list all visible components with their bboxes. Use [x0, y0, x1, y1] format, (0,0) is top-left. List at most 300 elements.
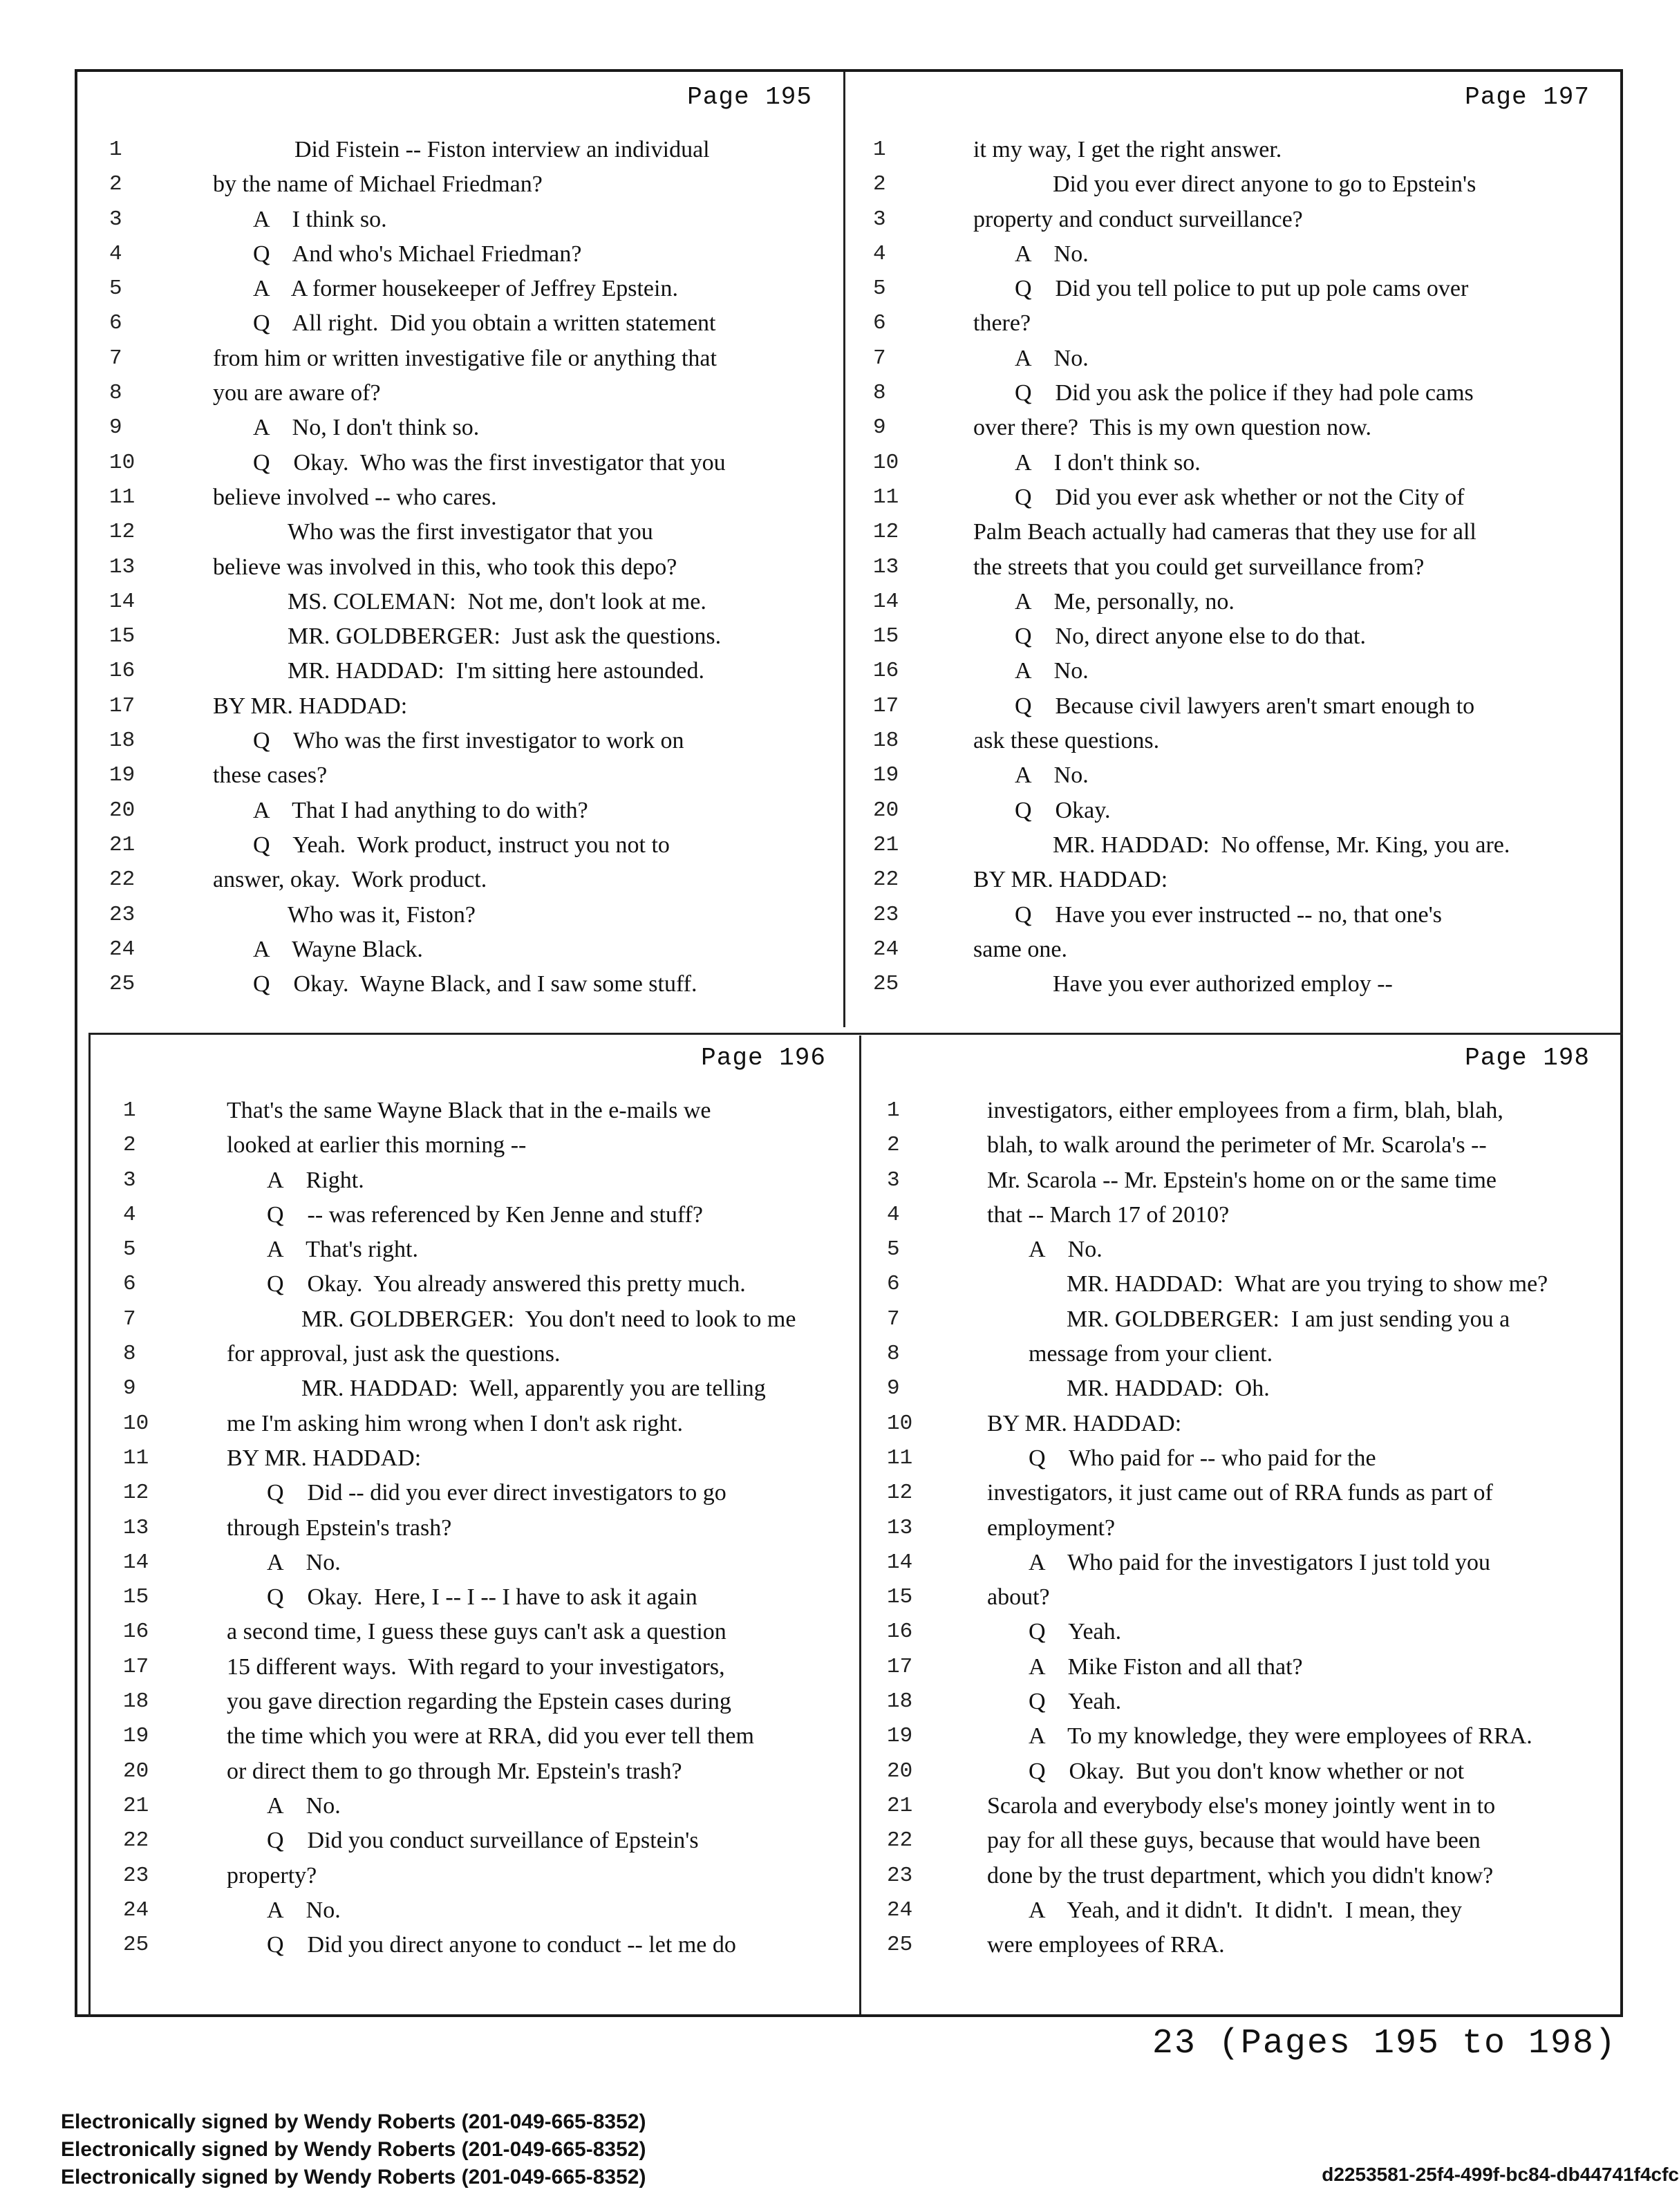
- line-number: 14: [109, 589, 135, 614]
- line-number: 2: [109, 172, 122, 197]
- line-text: Q Yeah. Work product, instruct you not to: [253, 832, 670, 858]
- line-number: 22: [109, 868, 135, 892]
- line-number: 18: [873, 729, 899, 753]
- transcript-lines: [845, 133, 1623, 1002]
- transcript-line: [88, 1511, 859, 1546]
- transcript-line: [845, 619, 1623, 654]
- line-number: 10: [887, 1411, 913, 1436]
- line-number: 20: [109, 798, 135, 823]
- transcript-line: [88, 1824, 859, 1858]
- line-text: BY MR. HADDAD:: [213, 693, 408, 719]
- line-number: 7: [109, 346, 122, 371]
- line-number: 17: [123, 1654, 149, 1679]
- line-number: 19: [123, 1724, 149, 1749]
- line-text: A No.: [1015, 241, 1089, 267]
- transcript-line: [845, 203, 1623, 237]
- line-number: 21: [873, 832, 899, 857]
- line-text: A A former housekeeper of Jeffrey Epstein.: [253, 276, 678, 302]
- line-text: Palm Beach actually had cameras that they use for all: [973, 519, 1476, 545]
- transcript-line: [845, 237, 1623, 272]
- transcript-line: [75, 446, 845, 480]
- line-number: 8: [887, 1342, 900, 1367]
- transcript-line: [88, 1719, 859, 1754]
- transcript-line: [88, 1267, 859, 1302]
- line-number: 24: [887, 1897, 913, 1922]
- transcript-line: [859, 1685, 1623, 1719]
- transcript-line: [88, 1198, 859, 1232]
- line-number: 13: [123, 1515, 149, 1540]
- page-header: Page 195: [687, 83, 812, 111]
- line-text: Have you ever authorized employ --: [1053, 971, 1393, 997]
- line-number: 21: [123, 1793, 149, 1818]
- line-text: Q Okay. Here, I -- I -- I have to ask it again: [267, 1584, 697, 1611]
- transcript-line: [88, 1789, 859, 1824]
- transcript-line: [845, 967, 1623, 1002]
- line-number: 6: [887, 1272, 900, 1297]
- transcript-line: [859, 1302, 1623, 1337]
- line-number: 24: [123, 1897, 149, 1922]
- line-text: ask these questions.: [973, 728, 1160, 754]
- transcript-line: [75, 794, 845, 828]
- line-number: 3: [873, 207, 886, 232]
- transcript-line: [859, 1407, 1623, 1441]
- line-number: 8: [873, 381, 886, 406]
- transcript-lines: [88, 1094, 859, 1962]
- line-number: 23: [887, 1863, 913, 1888]
- line-text: for approval, just ask the questions.: [227, 1341, 561, 1367]
- line-number: 9: [123, 1376, 136, 1401]
- transcript-line: [859, 1650, 1623, 1685]
- transcript-line: [845, 480, 1623, 515]
- transcript-line: [75, 932, 845, 967]
- line-number: 25: [887, 1933, 913, 1958]
- line-text: A No.: [1029, 1237, 1103, 1263]
- transcript-line: [75, 167, 845, 202]
- line-number: 11: [109, 485, 135, 509]
- transcript-line: [859, 1928, 1623, 1962]
- line-text: MR. HADDAD: What are you trying to show me?: [1067, 1271, 1548, 1297]
- line-text: A No.: [1015, 762, 1089, 789]
- page-195-panel: [75, 69, 845, 1030]
- line-text: A Me, personally, no.: [1015, 588, 1235, 615]
- line-number: 17: [109, 693, 135, 718]
- transcript-line: [845, 306, 1623, 341]
- transcript-line: [88, 1859, 859, 1893]
- page-header: Page 197: [1465, 83, 1590, 111]
- line-number: 12: [873, 520, 899, 545]
- transcript-line: [845, 133, 1623, 167]
- transcript-line: [845, 828, 1623, 863]
- line-number: 22: [887, 1828, 913, 1853]
- line-text: Q Yeah.: [1029, 1689, 1122, 1715]
- line-number: 13: [887, 1515, 913, 1540]
- page-range-summary: 23 (Pages 195 to 198): [1152, 2024, 1617, 2063]
- line-text: investigators, it just came out of RRA funds as part of: [987, 1480, 1493, 1506]
- line-text: pay for all these guys, because that would have been: [987, 1828, 1481, 1854]
- line-text: BY MR. HADDAD:: [987, 1410, 1182, 1436]
- transcript-line: [75, 237, 845, 272]
- line-text: A No.: [1015, 345, 1089, 371]
- line-number: 7: [123, 1306, 136, 1331]
- line-text: A That I had anything to do with?: [253, 797, 588, 823]
- line-text: MR. GOLDBERGER: You don't need to look to me: [301, 1306, 796, 1332]
- line-number: 8: [123, 1342, 136, 1367]
- line-text: message from your client.: [1029, 1341, 1273, 1367]
- transcript-line: [845, 758, 1623, 793]
- line-number: 15: [873, 624, 899, 649]
- line-text: these cases?: [213, 762, 328, 789]
- line-text: Q Because civil lawyers aren't smart enough to: [1015, 693, 1475, 719]
- line-text: A I don't think so.: [1015, 449, 1201, 476]
- line-text: Q Did you ask the police if they had pole cams: [1015, 380, 1474, 406]
- transcript-line: [88, 1650, 859, 1685]
- line-text: Mr. Scarola -- Mr. Epstein's home on or the same time: [987, 1167, 1497, 1193]
- line-text: A Wayne Black.: [253, 936, 423, 962]
- transcript-line: [859, 1337, 1623, 1371]
- transcript-line: [845, 341, 1623, 376]
- line-number: 20: [873, 798, 899, 823]
- line-text: Q No, direct anyone else to do that.: [1015, 624, 1366, 650]
- transcript-line: [75, 411, 845, 445]
- transcript-line: [88, 1163, 859, 1198]
- transcript-line: [859, 1893, 1623, 1928]
- line-text: Q Did you direct anyone to conduct -- let me do: [267, 1932, 736, 1958]
- line-number: 2: [873, 172, 886, 197]
- line-number: 22: [873, 868, 899, 892]
- transcript-line: [859, 1198, 1623, 1232]
- line-text: A No.: [267, 1897, 341, 1923]
- transcript-line: [75, 689, 845, 724]
- transcript-line: [88, 1476, 859, 1510]
- line-number: 4: [123, 1202, 136, 1227]
- line-number: 10: [109, 450, 135, 475]
- line-number: 19: [887, 1724, 913, 1749]
- line-text: A No.: [267, 1549, 341, 1575]
- line-number: 5: [109, 276, 122, 301]
- transcript-line: [88, 1407, 859, 1441]
- line-number: 1: [887, 1098, 900, 1123]
- transcript-line: [75, 619, 845, 654]
- transcript-line: [88, 1302, 859, 1337]
- line-number: 6: [123, 1272, 136, 1297]
- transcript-line: [859, 1859, 1623, 1893]
- transcript-line: [845, 550, 1623, 585]
- transcript-line: [88, 1128, 859, 1163]
- line-text: Q Yeah.: [1029, 1619, 1122, 1645]
- transcript-line: [859, 1371, 1623, 1406]
- transcript-line: [845, 654, 1623, 688]
- transcript-line: [88, 1685, 859, 1719]
- transcript-line: [859, 1754, 1623, 1789]
- line-text: A To my knowledge, they were employees of RRA.: [1029, 1723, 1532, 1750]
- transcript-line: [75, 863, 845, 897]
- line-number: 14: [873, 589, 899, 614]
- line-number: 6: [109, 311, 122, 336]
- line-number: 9: [873, 415, 886, 440]
- line-text: Q Okay. But you don't know whether or not: [1029, 1758, 1465, 1784]
- line-text: 15 different ways. With regard to your investigators,: [227, 1653, 725, 1680]
- transcript-line: [88, 1615, 859, 1649]
- signature-block: [61, 2108, 646, 2191]
- transcript-line: [88, 1754, 859, 1789]
- transcript-line: [75, 272, 845, 306]
- line-number: 16: [123, 1620, 149, 1644]
- transcript-line: [845, 898, 1623, 932]
- line-number: 16: [873, 659, 899, 684]
- transcript-line: [75, 828, 845, 863]
- line-text: Q Have you ever instructed -- no, that one's: [1015, 901, 1442, 928]
- line-text: Scarola and everybody else's money jointly went in to: [987, 1792, 1496, 1819]
- transcript-line: [845, 272, 1623, 306]
- transcript-line: [88, 1893, 859, 1928]
- page-header: Page 196: [701, 1044, 826, 1072]
- line-number: 7: [887, 1306, 900, 1331]
- line-text: property?: [227, 1862, 317, 1888]
- transcript-line: [859, 1546, 1623, 1580]
- transcript-lines: [859, 1094, 1623, 1962]
- line-number: 13: [109, 554, 135, 579]
- transcript-line: [75, 585, 845, 619]
- line-number: 23: [109, 902, 135, 927]
- transcript-line: [88, 1928, 859, 1962]
- line-text: property and conduct surveillance?: [973, 206, 1303, 232]
- line-text: answer, okay. Work product.: [213, 867, 487, 893]
- transcript-line: [859, 1789, 1623, 1824]
- line-number: 9: [887, 1376, 900, 1401]
- transcript-line: [859, 1232, 1623, 1267]
- line-text: about?: [987, 1584, 1050, 1611]
- transcript-line: [845, 932, 1623, 967]
- line-text: Did Fistein -- Fiston interview an individual: [294, 137, 710, 162]
- transcript-line: [859, 1511, 1623, 1546]
- line-number: 25: [873, 972, 899, 997]
- transcript-line: [845, 724, 1623, 758]
- line-text: through Epstein's trash?: [227, 1515, 452, 1541]
- line-number: 12: [109, 520, 135, 545]
- line-text: MR. HADDAD: I'm sitting here astounded.: [288, 658, 704, 684]
- line-number: 4: [887, 1202, 900, 1227]
- line-number: 3: [887, 1168, 900, 1192]
- line-number: 14: [887, 1550, 913, 1575]
- line-text: Q And who's Michael Friedman?: [253, 241, 582, 267]
- line-text: A That's right.: [267, 1237, 418, 1263]
- transcript-line: [75, 480, 845, 515]
- line-text: you gave direction regarding the Epstein cases during: [227, 1689, 731, 1715]
- transcript-line: [75, 758, 845, 793]
- line-text: MR. GOLDBERGER: Just ask the questions.: [288, 624, 722, 650]
- transcript-line: [88, 1337, 859, 1371]
- line-number: 2: [123, 1133, 136, 1158]
- line-text: done by the trust department, which you didn't know?: [987, 1862, 1494, 1888]
- line-number: 5: [123, 1237, 136, 1262]
- line-text: Q Did you conduct surveillance of Epstein's: [267, 1828, 699, 1854]
- line-text: Q All right. Did you obtain a written statement: [253, 310, 716, 337]
- line-text: it my way, I get the right answer.: [973, 137, 1282, 162]
- transcript-line: [845, 446, 1623, 480]
- line-text: Q Did you tell police to put up pole cams over: [1015, 276, 1469, 302]
- line-text: believe was involved in this, who took this depo?: [213, 554, 677, 580]
- line-text: Who was the first investigator that you: [288, 519, 653, 545]
- line-text: looked at earlier this morning --: [227, 1132, 527, 1159]
- line-text: Q Okay. Who was the first investigator that you: [253, 449, 726, 476]
- transcript-line: [859, 1441, 1623, 1476]
- transcript-line: [859, 1615, 1623, 1649]
- line-text: Q Okay.: [1015, 797, 1111, 823]
- line-number: 24: [873, 937, 899, 962]
- line-text: that -- March 17 of 2010?: [987, 1201, 1230, 1228]
- line-number: 18: [109, 729, 135, 753]
- line-text: A Mike Fiston and all that?: [1029, 1653, 1303, 1680]
- transcript-line: [75, 203, 845, 237]
- line-number: 14: [123, 1550, 149, 1575]
- transcript-line: [859, 1094, 1623, 1128]
- line-number: 11: [873, 485, 899, 509]
- transcript-line: [859, 1824, 1623, 1858]
- page-header: Page 198: [1465, 1044, 1590, 1072]
- transcript-line: [75, 341, 845, 376]
- line-text: the time which you were at RRA, did you ever tell them: [227, 1723, 754, 1750]
- transcript-line: [88, 1546, 859, 1580]
- line-number: 11: [887, 1445, 913, 1470]
- transcript-line: [845, 376, 1623, 411]
- transcript-line: [859, 1163, 1623, 1198]
- line-number: 21: [109, 832, 135, 857]
- line-text: by the name of Michael Friedman?: [213, 171, 543, 198]
- line-text: were employees of RRA.: [987, 1932, 1225, 1958]
- line-text: the streets that you could get surveillance from?: [973, 554, 1425, 580]
- transcript-line: [845, 585, 1623, 619]
- transcript-line: [75, 724, 845, 758]
- transcript-line: [75, 654, 845, 688]
- line-text: from him or written investigative file or anything that: [213, 345, 717, 371]
- line-number: 22: [123, 1828, 149, 1853]
- transcript-line: [859, 1580, 1623, 1615]
- line-number: 10: [873, 450, 899, 475]
- line-number: 2: [887, 1133, 900, 1158]
- line-text: Did you ever direct anyone to go to Epstein's: [1053, 171, 1476, 198]
- line-text: A Who paid for the investigators I just told you: [1029, 1549, 1490, 1575]
- line-number: 15: [887, 1585, 913, 1610]
- line-number: 19: [109, 763, 135, 788]
- line-number: 1: [123, 1098, 136, 1123]
- transcript-line: [88, 1441, 859, 1476]
- line-text: Q Who was the first investigator to work on: [253, 728, 684, 754]
- line-number: 24: [109, 937, 135, 962]
- line-number: 25: [123, 1933, 149, 1958]
- line-text: A No, I don't think so.: [253, 415, 480, 441]
- line-number: 4: [873, 241, 886, 266]
- line-number: 15: [109, 624, 135, 649]
- transcript-line: [88, 1371, 859, 1406]
- line-number: 11: [123, 1445, 149, 1470]
- line-text: MR. HADDAD: Well, apparently you are telling: [301, 1376, 766, 1402]
- transcript-line: [75, 376, 845, 411]
- line-number: 4: [109, 241, 122, 266]
- transcript-line: [845, 794, 1623, 828]
- line-text: Q Okay. Wayne Black, and I saw some stuff.: [253, 971, 697, 997]
- line-number: 16: [109, 659, 135, 684]
- line-text: BY MR. HADDAD:: [227, 1445, 422, 1471]
- line-text: Who was it, Fiston?: [288, 901, 476, 928]
- line-text: you are aware of?: [213, 380, 381, 406]
- transcript-line: [845, 689, 1623, 724]
- transcript-line: [859, 1128, 1623, 1163]
- page-197-panel: [845, 69, 1623, 1030]
- line-number: 10: [123, 1411, 149, 1436]
- transcript-line: [75, 306, 845, 341]
- line-number: 5: [873, 276, 886, 301]
- line-text: there?: [973, 310, 1031, 337]
- signature-line: Electronically signed by Wendy Roberts (201-049-665-8352): [61, 2166, 646, 2188]
- transcript-line: [75, 898, 845, 932]
- line-number: 17: [887, 1654, 913, 1679]
- line-number: 1: [109, 138, 122, 162]
- line-number: 6: [873, 311, 886, 336]
- line-text: or direct them to go through Mr. Epstein's trash?: [227, 1758, 682, 1784]
- line-number: 1: [873, 138, 886, 162]
- transcript-line: [845, 515, 1623, 550]
- line-text: Q Okay. You already answered this pretty much.: [267, 1271, 746, 1297]
- line-number: 23: [873, 902, 899, 927]
- page-198-panel: [859, 1030, 1623, 2012]
- transcript-line: [859, 1267, 1623, 1302]
- line-number: 20: [887, 1759, 913, 1783]
- transcript-line: [88, 1094, 859, 1128]
- line-number: 8: [109, 381, 122, 406]
- transcript-line: [88, 1232, 859, 1267]
- line-number: 9: [109, 415, 122, 440]
- line-number: 21: [887, 1793, 913, 1818]
- line-number: 7: [873, 346, 886, 371]
- transcript-line: [845, 863, 1623, 897]
- transcript-lines: [75, 133, 845, 1002]
- line-number: 16: [887, 1620, 913, 1644]
- transcript-line: [75, 967, 845, 1002]
- line-text: A Right.: [267, 1167, 364, 1193]
- line-text: same one.: [973, 936, 1067, 962]
- line-text: investigators, either employees from a firm, blah, blah,: [987, 1098, 1503, 1123]
- transcript-line: [75, 550, 845, 585]
- page-196-panel: [88, 1030, 859, 2012]
- line-text: MR. HADDAD: No offense, Mr. King, you are.: [1053, 832, 1510, 858]
- document-id: d2253581-25f4-499f-bc84-db44741f4cfc: [1322, 2164, 1679, 2185]
- line-number: 13: [873, 554, 899, 579]
- transcript-line: [75, 515, 845, 550]
- line-number: 12: [887, 1481, 913, 1506]
- transcript-line: [75, 133, 845, 167]
- line-text: blah, to walk around the perimeter of Mr. Scarola's --: [987, 1132, 1487, 1159]
- line-text: Q -- was referenced by Ken Jenne and stuff?: [267, 1201, 703, 1228]
- line-text: A No.: [1015, 658, 1089, 684]
- transcript-line: [859, 1476, 1623, 1510]
- line-text: employment?: [987, 1515, 1116, 1541]
- line-text: That's the same Wayne Black that in the e-mails we: [227, 1098, 711, 1123]
- line-number: 3: [123, 1168, 136, 1192]
- line-text: a second time, I guess these guys can't ask a question: [227, 1619, 726, 1645]
- line-text: BY MR. HADDAD:: [973, 867, 1168, 893]
- line-number: 12: [123, 1481, 149, 1506]
- line-number: 5: [887, 1237, 900, 1262]
- transcript-line: [845, 411, 1623, 445]
- line-text: me I'm asking him wrong when I don't ask right.: [227, 1410, 684, 1436]
- signature-line: Electronically signed by Wendy Roberts (201-049-665-8352): [61, 2110, 646, 2133]
- line-text: A I think so.: [253, 206, 387, 232]
- line-number: 20: [123, 1759, 149, 1783]
- line-number: 23: [123, 1863, 149, 1888]
- line-text: believe involved -- who cares.: [213, 484, 497, 510]
- line-text: MR. HADDAD: Oh.: [1067, 1376, 1270, 1402]
- signature-line: Electronically signed by Wendy Roberts (201-049-665-8352): [61, 2138, 646, 2161]
